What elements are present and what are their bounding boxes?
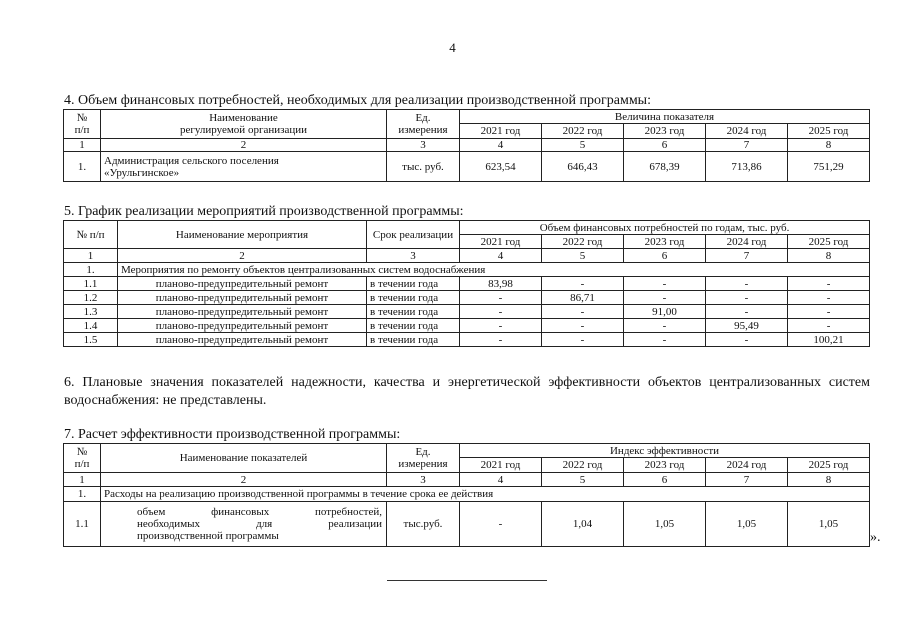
table-row: 1.4 планово-предупредительный ремонт в течении года - - - 95,49 - (64, 319, 870, 333)
group-row (64, 487, 870, 502)
header-year: 2021 год (460, 235, 542, 249)
group-row-label: Расходы на реализацию производственной программы в течение срока ее действия (101, 487, 870, 502)
group-row-num: 1. (64, 487, 101, 502)
row-value: 713,86 (706, 152, 788, 182)
header-unit: Ед. измерения (387, 444, 460, 473)
section-5-title: 5. График реализации мероприятий производственной программы: (64, 204, 464, 219)
header-year: 2024 год (706, 235, 788, 249)
section-6-paragraph: 6. Плановые значения показателей надежности, качества и энергетической эффективности объектов централизованных систем водоснабжения: не представлены. (64, 375, 870, 408)
header-year: 2022 год (542, 235, 624, 249)
table-row (64, 152, 870, 182)
header-group: Индекс эффективности (460, 444, 870, 458)
schedule-table (63, 220, 870, 347)
column-index-row: 1 2 3 4 5 6 7 8 (64, 139, 870, 152)
header-year: 2024 год (706, 124, 788, 139)
row-value: 1,05 (788, 502, 870, 547)
row-indicator: объем финансовых потребностей, необходимых для реализации производственной программы (101, 502, 387, 547)
closing-quote-mark: ». (870, 530, 881, 545)
header-year: 2023 год (624, 235, 706, 249)
footer-separator-line (387, 580, 547, 581)
table-row: 1.5 планово-предупредительный ремонт в течении года - - - - 100,21 (64, 333, 870, 347)
row-value: 1,05 (706, 502, 788, 547)
header-year: 2022 год (542, 124, 624, 139)
column-index-row: 1 2 3 4 5 6 7 8 (64, 249, 870, 263)
header-organization: Наименование регулируемой организации (101, 110, 387, 139)
row-value: 751,29 (788, 152, 870, 182)
row-organization: Администрация сельского поселения «Урульгинское» (101, 152, 387, 182)
header-year: 2025 год (788, 458, 870, 473)
column-index-row: 1 2 3 4 5 6 7 8 (64, 473, 870, 487)
row-value: 646,43 (542, 152, 624, 182)
row-unit: тыс. руб. (387, 152, 460, 182)
row-unit: тыс.руб. (387, 502, 460, 547)
header-num: № п/п (64, 444, 101, 473)
section-7-title: 7. Расчет эффективности производственной программы: (64, 427, 401, 442)
header-num: № п/п (64, 221, 118, 249)
efficiency-table (63, 443, 870, 547)
row-num: 1. (64, 152, 101, 182)
row-value: 1,04 (542, 502, 624, 547)
header-unit: Ед. измерения (387, 110, 460, 139)
row-value: 1,05 (624, 502, 706, 547)
row-value: - (460, 502, 542, 547)
header-year: 2023 год (624, 124, 706, 139)
header-year: 2025 год (788, 124, 870, 139)
row-num: 1.1 (64, 502, 101, 547)
page-number: 4 (449, 40, 456, 55)
header-year: 2024 год (706, 458, 788, 473)
table-row: 1.1 планово-предупредительный ремонт в течении года 83,98 - - - - (64, 277, 870, 291)
header-year: 2022 год (542, 458, 624, 473)
header-year: 2021 год (460, 458, 542, 473)
group-row (64, 263, 870, 277)
section-4-title: 4. Объем финансовых потребностей, необходимых для реализации производственной программы: (64, 93, 651, 108)
header-year: 2023 год (624, 458, 706, 473)
financial-needs-table (63, 109, 870, 182)
header-group: Величина показателя (460, 110, 870, 124)
group-row-label: Мероприятия по ремонту объектов централизованных систем водоснабжения (118, 263, 870, 277)
table-row: 1.2 планово-предупредительный ремонт в течении года - 86,71 - - - (64, 291, 870, 305)
group-row-num: 1. (64, 263, 118, 277)
row-value: 623,54 (460, 152, 542, 182)
header-activity: Наименование мероприятия (118, 221, 367, 249)
table-row (64, 502, 870, 547)
header-indicator: Наименование показателей (101, 444, 387, 473)
table-row: 1.3 планово-предупредительный ремонт в течении года - - 91,00 - - (64, 305, 870, 319)
header-year: 2021 год (460, 124, 542, 139)
header-period: Срок реализации (367, 221, 460, 249)
header-num: № п/п (64, 110, 101, 139)
row-value: 678,39 (624, 152, 706, 182)
header-group: Объем финансовых потребностей по годам, тыс. руб. (460, 221, 870, 235)
header-year: 2025 год (788, 235, 870, 249)
